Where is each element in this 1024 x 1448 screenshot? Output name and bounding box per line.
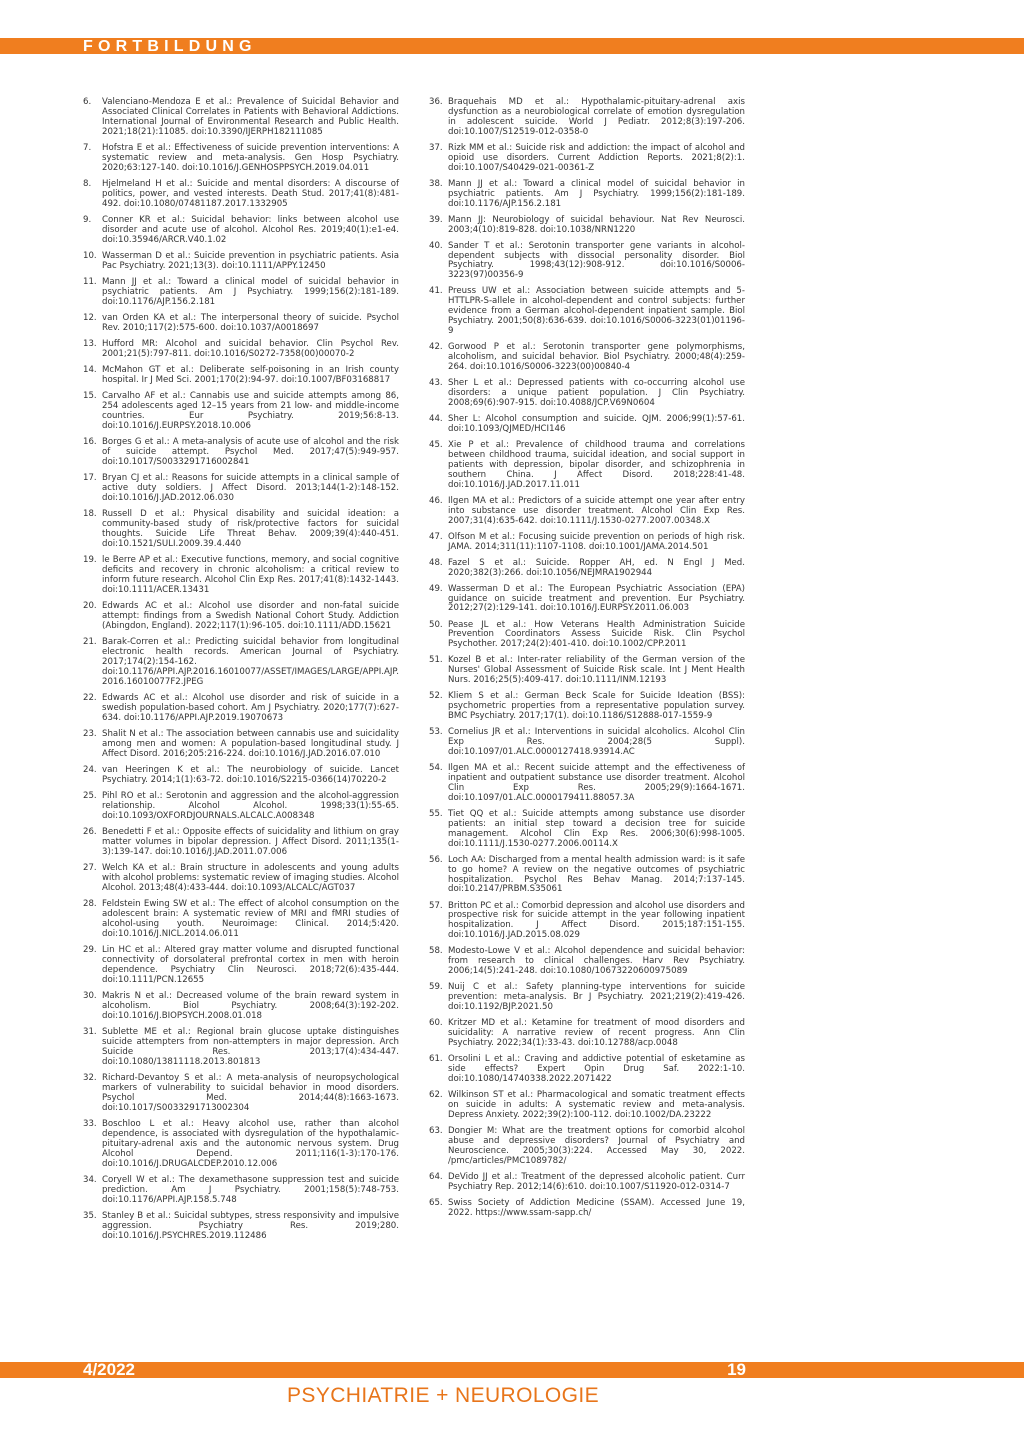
reference-item — [83, 900, 399, 940]
reference-item — [83, 1028, 399, 1068]
reference-number: 48. — [429, 557, 443, 568]
reference-text: Dongier M: What are the treatment options for comorbid alcohol abuse and depressive disorders? Journal of Psychiatry and Neuroscience. 2005;30(3):224. Accessed May 30, 2022. /pmc/articles/PMC1089782/ — [448, 1125, 745, 1166]
reference-item — [83, 1120, 399, 1170]
reference-text: Olfson M et al.: Focusing suicide prevention on periods of high risk. JAMA. 2014;311(11):1107-1108. doi:10.1001/JAMA.2014.501 — [448, 531, 745, 552]
reference-text: Braquehais MD et al.: Hypothalamic-pituitary-adrenal axis dysfunction as a neurobiological correlate of emotion dysregulation in adolescent suicide. World J Pediatr. 2012;8(3):197-206. doi:10.1007/S12519-012-0358-0 — [448, 97, 745, 137]
reference-item — [83, 792, 399, 822]
reference-item — [429, 287, 745, 337]
reference-text: Edwards AC et al.: Alcohol use disorder and non-fatal suicide attempt: findings from a Swedish National Cohort Study. Addiction (Abingdon, England). 2022;117(1):96-105. doi:10.1111/ADD.15621 — [102, 601, 399, 632]
reference-number: 26. — [83, 827, 97, 838]
reference-text: Valenciano-Mendoza E et al.: Prevalence of Suicidal Behavior and Associated Clinical Correlates in Patients with Behavioral Addictions. International Journal of Environmental Research and Public Health. 2021;18(21):11085. doi:10.3390/IJERPH182111085 — [102, 97, 399, 137]
reference-text: Lin HC et al.: Altered gray matter volume and disrupted functional connectivity of dorsolateral prefrontal cortex in men with heroin dependence. Psychiatry Clin Neurosci. 2018;72(6):435-444. doi:10.1111/PCN.12655 — [102, 945, 399, 985]
reference-text: Pihl RO et al.: Serotonin and aggression and the alcohol-aggression relationship. Alcohol Alcohol. 1998;33(1):55-65. doi:10.1093/OXFORDJOURNALS.ALCALC.A008348 — [102, 791, 399, 822]
reference-text: Cornelius JR et al.: Interventions in suicidal alcoholics. Alcohol Clin Exp Res. 2004;28(5 Suppl). doi:10.1097/01.ALC.0000127418.93914.AC — [448, 727, 745, 758]
reference-text: Britton PC et al.: Comorbid depression and alcohol use disorders and prospective risk for suicide attempt in the year following inpatient hospitalization. J Affect Disord. 2015;187:151-155. doi:10.1016/J.JAD.2015.08.029 — [448, 900, 745, 941]
reference-text: Loch AA: Discharged from a mental health admission ward: is it safe to go home? A review on the negative outcomes of psychiatric hospitalization. Psychol Res Behav Manag. 2014;7:137-145. doi:10.2147/PRBM.S35061 — [448, 854, 745, 895]
reference-number: 35. — [83, 1210, 97, 1221]
reference-number: 19. — [83, 555, 97, 566]
reference-item — [429, 180, 745, 210]
reference-text: Orsolini L et al.: Craving and addictive potential of esketamine as side effects? Expert Opin Drug Saf. 2022:1-10. doi:10.1080/14740338.2022.2071422 — [448, 1054, 745, 1084]
reference-number: 22. — [83, 693, 97, 704]
reference-item — [429, 856, 745, 896]
reference-text: Kozel B et al.: Inter-rater reliability of the German version of the Nurses' Global Assessment of Suicide Risk scale. Int J Ment Health Nurs. 2016;25(5):409-417. doi:10.1111/INM.12193 — [448, 655, 745, 686]
reference-text: Fazel S et al.: Suicide. Ropper AH, ed. N Engl J Med. 2020;382(3):266. doi:10.1056/NEJMRA1902944 — [448, 557, 745, 578]
reference-number: 20. — [83, 601, 97, 612]
reference-item — [429, 415, 745, 435]
reference-item — [83, 1176, 399, 1206]
reference-text: Pease JL et al.: How Veterans Health Administration Suicide Prevention Coordinators Assess Suicide Risk. Clin Psychol Psychother. 2017;24(2):401-410. doi:10.1002/CPP.2011 — [448, 619, 745, 650]
reference-number: 56. — [429, 854, 443, 865]
reference-item — [429, 983, 745, 1013]
reference-number: 31. — [83, 1027, 97, 1038]
reference-item — [83, 730, 399, 760]
reference-number: 54. — [429, 763, 443, 774]
reference-number: 13. — [83, 339, 97, 350]
reference-item — [429, 1019, 745, 1049]
reference-text: Gorwood P et al.: Serotonin transporter gene polymorphisms, alcoholism, and suicidal behavior. Biol Psychiatry. 2000;48(4):259-264. doi:10.1016/S0006-3223(00)00840-4 — [448, 342, 745, 372]
reference-number: 9. — [83, 214, 92, 225]
reference-number: 27. — [83, 863, 97, 874]
reference-number: 30. — [83, 991, 97, 1002]
reference-number: 18. — [83, 509, 97, 520]
reference-item — [83, 366, 399, 386]
reference-text: Makris N et al.: Decreased volume of the brain reward system in alcoholism. Biol Psychiatry. 2008;64(3):192-202. doi:10.1016/J.BIOPSYCH.2008.01.018 — [102, 991, 399, 1021]
reference-number: 12. — [83, 313, 97, 324]
reference-item — [83, 828, 399, 858]
reference-item — [83, 1212, 399, 1242]
reference-item — [83, 946, 399, 986]
reference-number: 6. — [83, 97, 92, 107]
reference-number: 29. — [83, 945, 97, 956]
reference-number: 36. — [429, 97, 443, 107]
reference-item — [83, 180, 399, 210]
reference-item — [429, 98, 745, 138]
reference-text: Sublette ME et al.: Regional brain glucose uptake distinguishes suicide attempters from non-attempters in major depression. Arch Suicide Res. 2013;17(4):434-447. doi:10.1080/13811118.2013.801813 — [102, 1027, 399, 1067]
reference-number: 14. — [83, 365, 97, 376]
reference-text: Wilkinson ST et al.: Pharmacological and somatic treatment effects on suicide in adults: A systematic review and meta-analysis. Depress Anxiety. 2022;39(2):100-112. doi:10.1002/DA.23222 — [448, 1090, 745, 1120]
reference-number: 45. — [429, 439, 443, 450]
reference-item — [429, 947, 745, 977]
reference-item — [429, 144, 745, 174]
reference-item — [429, 621, 745, 651]
reference-number: 47. — [429, 531, 443, 542]
reference-text: Sher L: Alcohol consumption and suicide. QJM. 2006;99(1):57-61. doi:10.1093/QJMED/HCI146 — [448, 413, 745, 434]
reference-text: Feldstein Ewing SW et al.: The effect of alcohol consumption on the adolescent brain: A systematic review of MRI and fMRI studies of alcohol-using youth. Neuroimage: Clinical. 2014;5:420. doi:10.1016/J.NICL.2014.06.011 — [102, 899, 399, 939]
reference-item — [83, 864, 399, 894]
reference-number: 42. — [429, 342, 443, 353]
reference-number: 11. — [83, 277, 97, 288]
reference-item — [429, 441, 745, 491]
reference-number: 44. — [429, 413, 443, 424]
reference-text: Preuss UW et al.: Association between suicide attempts and 5-HTTLPR-S-allele in alcohol-dependent and control subjects: further evidence from a German alcohol-dependent inpatient sample. Biol Psychiatry. 2001;50(8):636-639. doi:10.1016/S0006-3223(01)01196-9 — [448, 286, 745, 337]
reference-number: 15. — [83, 391, 97, 402]
reference-item — [429, 764, 745, 804]
reference-number: 25. — [83, 791, 97, 802]
reference-number: 65. — [429, 1197, 443, 1208]
reference-number: 59. — [429, 982, 443, 993]
reference-text: le Berre AP et al.: Executive functions, memory, and social cognitive deficits and recovery in chronic alcoholism: a critical review to inform future research. Alcohol Clin Exp Res. 2017;41(8):1432-1443. doi:10.1111/ACER.13431 — [102, 555, 399, 596]
reference-item — [83, 1074, 399, 1114]
reference-text: Nuij C et al.: Safety planning-type interventions for suicide prevention: meta-analysis. Br J Psychiatry. 2021;219(2):419-426. doi:10.1192/BJP.2021.50 — [448, 982, 745, 1013]
reference-number: 52. — [429, 691, 443, 702]
reference-item — [83, 98, 399, 138]
reference-item — [83, 694, 399, 724]
reference-number: 41. — [429, 286, 443, 297]
reference-item — [429, 343, 745, 373]
reference-text: Conner KR et al.: Suicidal behavior: links between alcohol use disorder and acute use of alcohol. Alcohol Res. 2019;40(1):e1-e4. doi:10.35946/ARCR.V40.1.02 — [102, 214, 399, 245]
reference-item — [429, 692, 745, 722]
reference-number: 24. — [83, 765, 97, 776]
reference-number: 32. — [83, 1073, 97, 1084]
reference-number: 50. — [429, 619, 443, 630]
page-number: 19 — [727, 1360, 746, 1379]
reference-text: Coryell W et al.: The dexamethasone suppression test and suicide prediction. Am J Psychiatry. 2001;158(5):748-753. doi:10.1176/APPI.AJP.158.5.748 — [102, 1174, 399, 1205]
reference-item — [83, 766, 399, 786]
reference-number: 33. — [83, 1118, 97, 1129]
reference-text: Barak-Corren et al.: Predicting suicidal behavior from longitudinal electronic health records. American Journal of Psychiatry. 2017;174(2):154-162. doi:10.1176/APPI.AJP.2016.16010077/ASSET/IMAGES/LARGE/APPI.AJP.2016.16010077F2.JPEG — [102, 637, 399, 687]
reference-item — [429, 1055, 745, 1085]
reference-text: van Orden KA et al.: The interpersonal theory of suicide. Psychol Rev. 2010;117(2):575-600. doi:10.1037/A0018697 — [102, 313, 399, 333]
reference-item — [83, 392, 399, 432]
reference-item — [429, 533, 745, 553]
reference-number: 51. — [429, 655, 443, 666]
journal-name: PSYCHIATRIE + NEUROLOGIE — [287, 1384, 600, 1407]
reference-text: Bryan CJ et al.: Reasons for suicide attempts in a clinical sample of active duty soldiers. J Affect Disord. 2013;144(1-2):148-152. doi:10.1016/J.JAD.2012.06.030 — [102, 473, 399, 504]
reference-item — [83, 992, 399, 1022]
reference-text: van Heeringen K et al.: The neurobiology of suicide. Lancet Psychiatry. 2014;1(1):63-72. doi:10.1016/S2215-0366(14)70220-2 — [102, 765, 399, 785]
references-column-left — [83, 98, 399, 1248]
reference-text: Wasserman D et al.: Suicide prevention in psychiatric patients. Asia Pac Psychiatry. 2021;13(3). doi:10.1111/APPY.12450 — [102, 250, 399, 271]
reference-text: Welch KA et al.: Brain structure in adolescents and young adults with alcohol problems: systematic review of imaging studies. Alcohol Alcohol. 2013;48(4):433-444. doi:10.1093/ALCALC/AGT037 — [102, 863, 400, 894]
reference-item — [429, 810, 745, 850]
reference-text: Swiss Society of Addiction Medicine (SSAM). Accessed June 19, 2022. https://www.ssam-sapp.ch/ — [448, 1197, 745, 1218]
references-column-right — [429, 98, 745, 1225]
reference-text: DeVido JJ et al.: Treatment of the depressed alcoholic patient. Curr Psychiatry Rep. 2012;14(6):610. doi:10.1007/S11920-012-0314-7 — [448, 1171, 745, 1192]
reference-item — [83, 340, 399, 360]
reference-item — [83, 602, 399, 632]
reference-item — [429, 497, 745, 527]
reference-text: Sander T et al.: Serotonin transporter gene variants in alcohol-dependent subjects with dissocial personality disorder. Biol Psychiatry. 1998;43(12):908-912. doi:10.1016/S0006-3223(97)00356-9 — [448, 240, 745, 281]
reference-number: 10. — [83, 250, 97, 261]
reference-item — [83, 474, 399, 504]
reference-item — [83, 216, 399, 246]
reference-text: Wasserman D et al.: The European Psychiatric Association (EPA) guidance on suicide treatment and prevention. Eur Psychiatry. 2012;27(2):129-141. doi:10.1016/J.EURPSY.2011.06.003 — [448, 583, 745, 614]
reference-item — [83, 638, 399, 688]
reference-item — [83, 314, 399, 334]
reference-item — [83, 144, 399, 174]
reference-number: 63. — [429, 1125, 443, 1136]
reference-number: 64. — [429, 1171, 443, 1182]
reference-text: Hofstra E et al.: Effectiveness of suicide prevention interventions: A systematic review and meta-analysis. Gen Hosp Psychiatry. 2020;63:127-140. doi:10.1016/J.GENHOSPPSYCH.2019.04.011 — [102, 142, 399, 173]
reference-number: 43. — [429, 378, 443, 389]
reference-item — [83, 438, 399, 468]
reference-number: 37. — [429, 142, 443, 153]
reference-text: Shalit N et al.: The association between cannabis use and suicidality among men and women: A population-based longitudinal study. J Affect Disord. 2016;205:216-224. doi:10.1016/J.JAD.2016.07.010 — [102, 729, 399, 759]
reference-item — [83, 556, 399, 596]
reference-item — [429, 1091, 745, 1121]
reference-number: 34. — [83, 1174, 97, 1185]
reference-text: Modesto-Lowe V et al.: Alcohol dependence and suicidal behavior: from research to clinical challenges. Harv Rev Psychiatry. 2006;14(5):241-248. doi:10.1080/10673220600975089 — [448, 946, 745, 977]
reference-number: 23. — [83, 729, 97, 740]
reference-text: Mann JJ et al.: Toward a clinical model of suicidal behavior in psychiatric patients. Am J Psychiatry. 1999;156(2):181-189. doi:10.1176/AJP.156.2.181 — [102, 277, 399, 307]
reference-text: Ilgen MA et al.: Predictors of a suicide attempt one year after entry into substance use disorder treatment. Alcohol Clin Exp Res. 2007;31(4):635-642. doi:10.1111/J.1530-0277.2007.00348.X — [448, 495, 745, 526]
reference-number: 61. — [429, 1054, 443, 1065]
reference-number: 58. — [429, 946, 443, 957]
footer-bar — [0, 1362, 1024, 1378]
reference-item — [83, 278, 399, 308]
reference-text: Russell D et al.: Physical disability and suicidal ideation: a community-based study of risk/protective factors for suicidal thoughts. Suicide Life Threat Behav. 2009;39(4):440-451. doi:10.1521/SULI.2009.39.4.440 — [102, 509, 399, 550]
section-title: FORTBILDUNG — [83, 38, 257, 55]
reference-number: 60. — [429, 1018, 443, 1029]
reference-number: 55. — [429, 808, 443, 819]
reference-number: 7. — [83, 142, 92, 153]
reference-item — [429, 1199, 745, 1219]
reference-number: 57. — [429, 900, 443, 911]
reference-number: 8. — [83, 178, 92, 189]
reference-item — [429, 728, 745, 758]
reference-text: Carvalho AF et al.: Cannabis use and suicide attempts among 86, 254 adolescents aged 12–15 years from 21 low- and middle-income countries. Eur Psychiatry. 2019;56:8-13. doi:10.1016/J.EURPSY.2018.10.006 — [102, 391, 399, 432]
reference-number: 38. — [429, 178, 443, 189]
reference-text: Kritzer MD et al.: Ketamine for treatment of mood disorders and suicidality: A narrative review of recent progress. Ann Clin Psychiatry. 2022;34(1):33-43. doi:10.12788/acp.0048 — [448, 1018, 745, 1048]
reference-text: Hjelmeland H et al.: Suicide and mental disorders: A discourse of politics, power, and vested interests. Death Stud. 2017;41(8):481-492. doi:10.1080/07481187.2017.1332905 — [102, 178, 399, 209]
reference-text: Tiet QQ et al.: Suicide attempts among substance use disorder patients: an initial step toward a decision tree for suicide management. Alcohol Clin Exp Res. 2006;30(6):998-1005. doi:10.1111/J.1530-0277.2006.00114.X — [448, 808, 745, 849]
reference-text: Hufford MR: Alcohol and suicidal behavior. Clin Psychol Rev. 2001;21(5):797-811. doi:10.1016/S0272-7358(00)00070-2 — [102, 339, 399, 360]
reference-text: Edwards AC et al.: Alcohol use disorder and risk of suicide in a swedish population-based cohort. Am J Psychiatry. 2020;177(7):627-634. doi:10.1176/APPI.AJP.2019.19070673 — [102, 693, 399, 723]
reference-item — [429, 216, 745, 236]
reference-item — [429, 585, 745, 615]
reference-item — [429, 242, 745, 282]
reference-text: Rizk MM et al.: Suicide risk and addiction: the impact of alcohol and opioid use disorders. Current Addiction Reports. 2021;8(2):1. doi:10.1007/S40429-021-00361-Z — [448, 142, 745, 173]
reference-text: Xie P et al.: Prevalence of childhood trauma and correlations between childhood trauma, suicidal ideation, and social support in patients with depression, bipolar disorder, and schizophrenia in southern China. J Affect Disord. 2018;228:41-48. doi:10.1016/J.JAD.2017.11.011 — [448, 439, 745, 490]
reference-text: Kliem S et al.: German Beck Scale for Suicide Ideation (BSS): psychometric properties from a representative population survey. BMC Psychiatry. 2017;17(1). doi:10.1186/S12888-017-1559-9 — [448, 691, 745, 722]
reference-item — [83, 252, 399, 272]
reference-item — [429, 1173, 745, 1193]
reference-item — [429, 379, 745, 409]
reference-text: Benedetti F et al.: Opposite effects of suicidality and lithium on gray matter volumes in bipolar depression. J Affect Disord. 2011;135(1-3):139-147. doi:10.1016/J.JAD.2011.07.006 — [102, 827, 399, 858]
reference-number: 46. — [429, 495, 443, 506]
reference-number: 16. — [83, 437, 97, 448]
reference-item — [83, 510, 399, 550]
reference-number: 21. — [83, 637, 97, 648]
reference-text: Mann JJ et al.: Toward a clinical model of suicidal behavior in psychiatric patients. Am J Psychiatry. 1999;156(2):181-189. doi:10.1176/AJP.156.2.181 — [448, 178, 745, 209]
reference-number: 53. — [429, 727, 443, 738]
issue-number: 4/2022 — [83, 1360, 135, 1379]
reference-item — [429, 656, 745, 686]
reference-text: Borges G et al.: A meta-analysis of acute use of alcohol and the risk of suicide attempt. Psychol Med. 2017;47(5):949-957. doi:10.1017/S0033291716002841 — [102, 437, 399, 468]
reference-number: 28. — [83, 899, 97, 910]
reference-item — [429, 1127, 745, 1167]
reference-text: Stanley B et al.: Suicidal subtypes, stress responsivity and impulsive aggression. Psychiatry Res. 2019;280. doi:10.1016/J.PSYCHRES.2019.112486 — [102, 1210, 399, 1241]
reference-text: Boschloo L et al.: Heavy alcohol use, rather than alcohol dependence, is associated with dysregulation of the hypothalamic-pituitary-adrenal axis and the autonomic nervous system. Drug Alcohol Depend. 2011;116(1-3):170-176. doi:10.1016/J.DRUGALCDEP.2010.12.006 — [102, 1118, 399, 1169]
reference-number: 17. — [83, 473, 97, 484]
reference-item — [429, 902, 745, 942]
reference-number: 49. — [429, 583, 443, 594]
reference-text: Sher L et al.: Depressed patients with co-occurring alcohol use disorders: a unique patient population. J Clin Psychiatry. 2008;69(6):907-915. doi:10.4088/JCP.V69N0604 — [448, 378, 745, 408]
reference-text: McMahon GT et al.: Deliberate self-poisoning in an Irish county hospital. Ir J Med Sci. 2001;170(2):94-97. doi:10.1007/BF03168817 — [102, 365, 399, 386]
reference-number: 62. — [429, 1090, 443, 1100]
reference-number: 40. — [429, 240, 443, 251]
reference-text: Mann JJ: Neurobiology of suicidal behaviour. Nat Rev Neurosci. 2003;4(10):819-828. doi:10.1038/NRN1220 — [448, 214, 745, 235]
reference-text: Ilgen MA et al.: Recent suicide attempt and the effectiveness of inpatient and outpatient substance use disorder treatment. Alcohol Clin Exp Res. 2005;29(9):1664-1671. doi:10.1097/01.ALC.0000179411.88057.3A — [448, 763, 745, 803]
reference-text: Richard-Devantoy S et al.: A meta-analysis of neuropsychological markers of vulnerability to suicidal behavior in mood disorders. Psychol Med. 2014;44(8):1663-1673. doi:10.1017/S0033291713002304 — [102, 1073, 399, 1113]
reference-number: 39. — [429, 214, 443, 225]
reference-item — [429, 559, 745, 579]
